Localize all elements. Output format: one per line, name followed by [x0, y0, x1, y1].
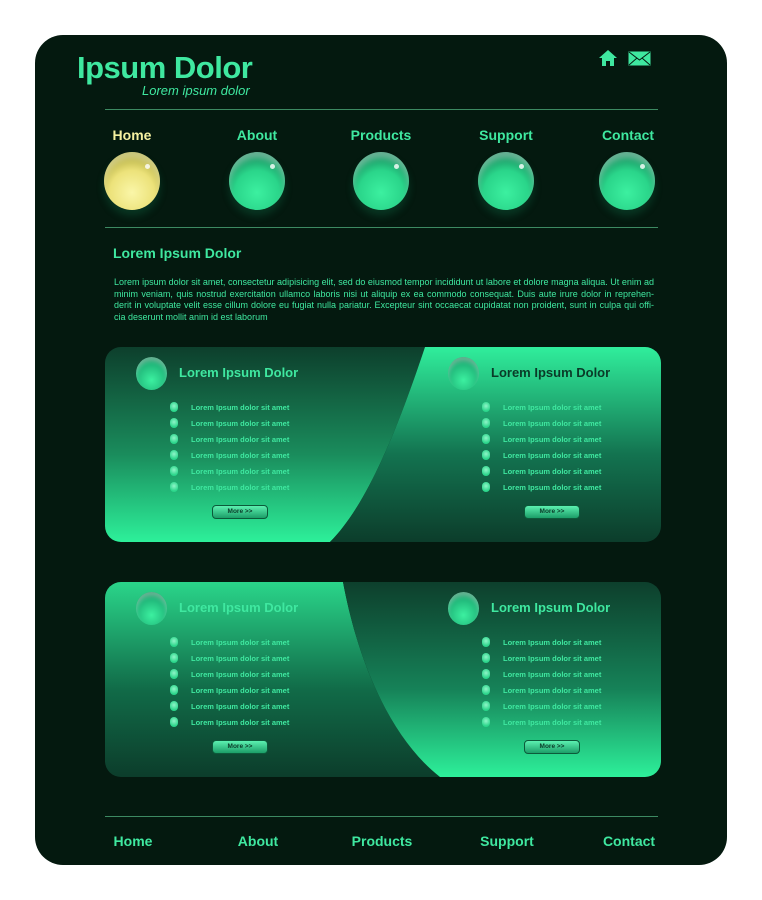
nav-contact[interactable]: Contact — [601, 127, 655, 143]
list-item-label: Lorem Ipsum dolor sit amet — [503, 717, 602, 727]
list-item-label: Lorem Ipsum dolor sit amet — [503, 466, 602, 476]
bullet-icon — [482, 637, 490, 647]
bullet-icon — [482, 482, 490, 492]
bullet-icon — [170, 418, 178, 428]
list-item-label: Lorem Ipsum dolor sit amet — [191, 685, 290, 695]
footer-link-contact[interactable]: Contact — [602, 833, 656, 849]
list-item-label: Lorem Ipsum dolor sit amet — [503, 402, 602, 412]
list-item[interactable] — [482, 666, 601, 682]
home-icon[interactable] — [598, 49, 618, 67]
divider — [105, 227, 658, 228]
list-item-label: Lorem Ipsum dolor sit amet — [503, 669, 602, 679]
bullet-icon — [482, 450, 490, 460]
nav-orb-contact-button[interactable] — [599, 152, 655, 210]
bullet-icon — [170, 717, 178, 727]
intro-heading: Lorem Ipsum Dolor — [113, 245, 242, 261]
list-item-label: Lorem Ipsum dolor sit amet — [503, 418, 602, 428]
bullet-icon — [170, 466, 178, 476]
nav-orb-home-button[interactable] — [104, 152, 160, 210]
list-item[interactable] — [482, 698, 601, 714]
list-item[interactable] — [170, 463, 289, 479]
box-title: Lorem Ipsum Dolor — [491, 600, 611, 615]
list-item-label: Lorem Ipsum dolor sit amet — [191, 402, 290, 412]
nav-orb-support-button[interactable] — [478, 152, 534, 210]
feature-panel — [105, 582, 661, 777]
list-item[interactable] — [482, 447, 601, 463]
list-item[interactable] — [482, 463, 601, 479]
more-button[interactable]: More >> — [524, 505, 580, 519]
list-item-label: Lorem Ipsum dolor sit amet — [503, 450, 602, 460]
more-button[interactable]: More >> — [212, 740, 268, 754]
bullet-icon — [170, 653, 178, 663]
box-list — [170, 399, 289, 495]
box-list — [170, 634, 289, 730]
list-item[interactable] — [170, 399, 289, 415]
list-item-label: Lorem Ipsum dolor sit amet — [191, 653, 290, 663]
list-item-label: Lorem Ipsum dolor sit amet — [191, 637, 290, 647]
list-item[interactable] — [482, 415, 601, 431]
list-item-label: Lorem Ipsum dolor sit amet — [191, 482, 290, 492]
list-item-label: Lorem Ipsum dolor sit amet — [503, 434, 602, 444]
bullet-icon — [482, 402, 490, 412]
bullet-icon — [482, 434, 490, 444]
box-list — [482, 634, 601, 730]
feature-panel — [105, 347, 661, 542]
box-orb-icon — [136, 592, 167, 625]
bullet-icon — [482, 653, 490, 663]
list-item-label: Lorem Ipsum dolor sit amet — [191, 701, 290, 711]
bullet-icon — [170, 669, 178, 679]
box-list — [482, 399, 601, 495]
list-item[interactable] — [482, 399, 601, 415]
list-item-label: Lorem Ipsum dolor sit amet — [191, 466, 290, 476]
nav-support[interactable]: Support — [479, 127, 533, 143]
list-item-label: Lorem Ipsum dolor sit amet — [191, 450, 290, 460]
list-item[interactable] — [170, 447, 289, 463]
list-item[interactable] — [170, 479, 289, 495]
divider — [105, 109, 658, 110]
mail-icon[interactable] — [628, 51, 651, 66]
list-item-label: Lorem Ipsum dolor sit amet — [503, 685, 602, 695]
list-item[interactable] — [170, 682, 289, 698]
nav-home[interactable]: Home — [112, 127, 152, 143]
list-item[interactable] — [170, 415, 289, 431]
box-orb-icon — [448, 357, 479, 390]
bullet-icon — [482, 418, 490, 428]
bullet-icon — [170, 434, 178, 444]
box-orb-icon — [448, 592, 479, 625]
footer-link-home[interactable]: Home — [113, 833, 153, 849]
list-item[interactable] — [482, 431, 601, 447]
list-item[interactable] — [170, 634, 289, 650]
bullet-icon — [170, 685, 178, 695]
list-item[interactable] — [170, 666, 289, 682]
list-item[interactable] — [170, 698, 289, 714]
list-item-label: Lorem Ipsum dolor sit amet — [503, 482, 602, 492]
more-button[interactable]: More >> — [212, 505, 268, 519]
list-item-label: Lorem Ipsum dolor sit amet — [191, 418, 290, 428]
list-item[interactable] — [170, 714, 289, 730]
nav-about[interactable]: About — [236, 127, 278, 143]
list-item[interactable] — [482, 682, 601, 698]
nav-orb-about-button[interactable] — [229, 152, 285, 210]
bullet-icon — [170, 402, 178, 412]
bullet-icon — [482, 717, 490, 727]
bullet-icon — [170, 482, 178, 492]
list-item-label: Lorem Ipsum dolor sit amet — [503, 653, 602, 663]
box-orb-icon — [136, 357, 167, 390]
list-item[interactable] — [170, 650, 289, 666]
bullet-icon — [482, 701, 490, 711]
list-item[interactable] — [482, 714, 601, 730]
divider — [105, 816, 658, 817]
nav-orb-products-button[interactable] — [353, 152, 409, 210]
list-item[interactable] — [170, 431, 289, 447]
bullet-icon — [170, 701, 178, 711]
bullet-icon — [482, 685, 490, 695]
box-title: Lorem Ipsum Dolor — [179, 365, 299, 380]
footer-link-products[interactable]: Products — [351, 833, 413, 849]
list-item-label: Lorem Ipsum dolor sit amet — [191, 434, 290, 444]
box-title: Lorem Ipsum Dolor — [179, 600, 299, 615]
box-title: Lorem Ipsum Dolor — [491, 365, 611, 380]
footer-link-support[interactable]: Support — [480, 833, 534, 849]
bullet-icon — [482, 466, 490, 476]
site-logo[interactable]: Ipsum Dolor — [77, 50, 253, 85]
list-item-label: Lorem Ipsum dolor sit amet — [191, 717, 290, 727]
bullet-icon — [482, 669, 490, 679]
list-item-label: Lorem Ipsum dolor sit amet — [503, 701, 602, 711]
nav-products[interactable]: Products — [350, 127, 412, 143]
list-item-label: Lorem Ipsum dolor sit amet — [503, 637, 602, 647]
footer-link-about[interactable]: About — [237, 833, 279, 849]
list-item-label: Lorem Ipsum dolor sit amet — [191, 669, 290, 679]
list-item[interactable] — [482, 479, 601, 495]
more-button[interactable]: More >> — [524, 740, 580, 754]
bullet-icon — [170, 450, 178, 460]
intro-text: Lorem ipsum dolor sit amet, consectetur adipisicing elit, sed do eiusmod tempor incididunt ut labore et dolore magna aliqua. Ut enim ad minim veniam, quis nostrud exercitation ullamco laboris nisi ut aliquip ex ea commodo consequat. Duis aute irure dolor in reprehen-derit in voluptate velit esse cillum dolore eu fugiat nulla pariatur. Excepteur sint occaecat cupidatat non proident, sunt in culpa qui offi-cia deserunt mollit anim id est laborum — [114, 277, 654, 322]
site-tagline: Lorem ipsum dolor — [142, 83, 250, 98]
list-item[interactable] — [482, 650, 601, 666]
bullet-icon — [170, 637, 178, 647]
list-item[interactable] — [482, 634, 601, 650]
